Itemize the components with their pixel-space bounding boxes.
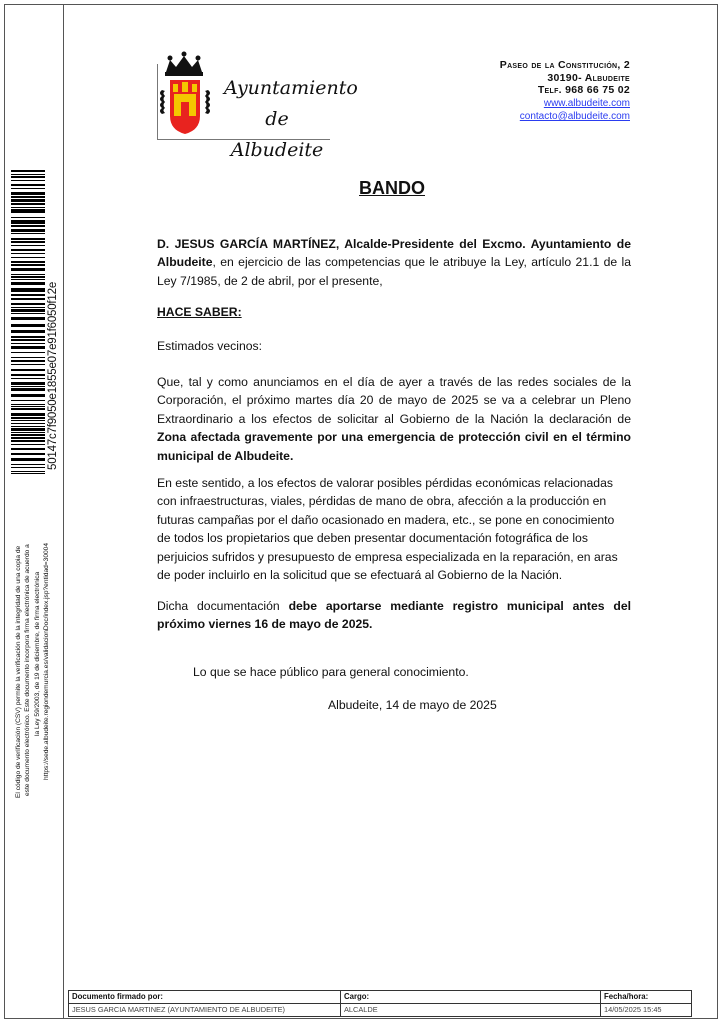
document-title: BANDO [359, 178, 425, 198]
barcode-bar [11, 408, 45, 410]
barcode-bar [11, 458, 45, 461]
role-value: ALCALDE [341, 1004, 601, 1017]
barcode-bar [11, 343, 45, 344]
intro-bold: D. JESUS GARCÍA MARTÍNEZ, Alcalde-Presidente del Excmo. Ayuntamiento de Albudeite [157, 237, 631, 270]
documentation-paragraph: En este sentido, a los efectos de valorar posibles pérdidas económicas relacionadas con infraestructuras, viales, pérdidas de mano de obra, afección a la producción en futuras campañas por el daño ocasionado en madera, etc., se pone en conocimiento de todos los propietarios que deben presentar documentación fotográfica de los perjuicios sufridos y presupuesto de empresa especializada en la reparación, en aras de poder incluirlo en la solicitud que se efectuará al Gobierno de la Nación. [157, 476, 618, 583]
barcode [11, 170, 45, 475]
barcode-bar [11, 309, 45, 312]
address-block [500, 59, 630, 124]
verification-text [14, 518, 52, 798]
deadline-bold: debe aportarse mediante registro municipal antes del próximo viernes 16 de mayo de 2025. [157, 599, 631, 632]
place-date: Albudeite, 14 de mayo de 2025 [328, 698, 497, 712]
barcode-bar [11, 199, 45, 202]
barcode-bar [11, 473, 45, 474]
barcode-bar [11, 330, 45, 333]
barcode-bar [11, 423, 45, 424]
barcode-bar [11, 317, 45, 320]
logo-line: de Albudeite [230, 108, 324, 161]
barcode-bar [11, 378, 45, 379]
barcode-bar [11, 264, 45, 266]
barcode-bar [11, 245, 45, 246]
barcode-bar [11, 253, 45, 254]
barcode-bar [11, 448, 45, 450]
barcode-bar [11, 417, 45, 419]
barcode-bar [11, 357, 45, 358]
barcode-bar [11, 400, 45, 401]
barcode-bar [11, 440, 45, 442]
logo-wordmark [224, 73, 358, 166]
barcode-bar [11, 382, 45, 385]
verification-line: https://sede.albudeite.regiondemurcia.es/validacionDoc/index.jsp?entidad=30004 [43, 543, 51, 780]
barcode-bar [11, 360, 45, 362]
barcode-bar [11, 233, 45, 234]
barcode-bar [11, 229, 45, 232]
role-label: Cargo: [341, 991, 601, 1004]
barcode-bar [11, 444, 45, 445]
barcode-bar [11, 464, 45, 465]
barcode-bar [11, 453, 45, 455]
barcode-bar [11, 209, 45, 213]
barcode-bar [11, 170, 45, 172]
signed-by-label: Documento firmado por: [69, 991, 341, 1004]
barcode-bar [11, 203, 45, 205]
barcode-bar [11, 428, 45, 431]
barcode-bar [11, 303, 45, 305]
barcode-bar [11, 413, 45, 416]
datetime-value: 14/05/2025 15:45 [601, 1004, 692, 1017]
barcode-bar [11, 274, 45, 275]
deadline-text: Dicha documentación [157, 599, 289, 613]
barcode-bar [11, 352, 45, 353]
barcode-bar [11, 336, 45, 338]
barcode-bar [11, 249, 45, 251]
barcode-bar [11, 225, 45, 227]
barcode-bar [11, 346, 45, 349]
barcode-bar [11, 241, 45, 243]
announcement-text: Que, tal y como anunciamos en el día de ayer a través de las redes sociales de la Corporación, el próximo martes día 20 de mayo de 2025 se va a celebrar un Pleno Extraordinario a los efectos de solicitar al Gobierno de la Nación la declaración de [157, 375, 631, 426]
signature-table [68, 990, 692, 1017]
barcode-bar [11, 279, 45, 280]
barcode-bar [11, 307, 45, 308]
barcode-bar [11, 268, 45, 271]
deadline-paragraph [157, 597, 631, 634]
barcode-bar [11, 238, 45, 240]
barcode-bar [11, 467, 45, 468]
barcode-bar [11, 432, 45, 433]
barcode-bar [11, 339, 45, 341]
barcode-bar [11, 420, 45, 421]
barcode-bar [11, 471, 45, 472]
barcode-bar [11, 220, 45, 224]
website-link[interactable]: www.albudeite.com [543, 97, 630, 109]
barcode-bar [11, 388, 45, 391]
signed-by-value: JESUS GARCIA MARTINEZ (AYUNTAMIENTO DE ALBUDEITE) [69, 1004, 341, 1017]
verification-sidebar [4, 4, 64, 1019]
address-street: Paseo de la Constitución, 2 [499, 59, 630, 71]
intro-paragraph [157, 235, 631, 290]
barcode-bar [11, 364, 45, 365]
barcode-bar [11, 276, 45, 278]
barcode-bar [11, 324, 45, 327]
announcement-paragraph [157, 373, 631, 465]
barcode-bar [11, 174, 45, 175]
intro-rest: , en ejercicio de las competencias que le atribuye la Ley, artículo 21.1 de la Ley 7/1985, de 2 de abril, por el presente, [157, 255, 631, 288]
barcode-bar [11, 298, 45, 300]
barcode-bar [11, 437, 45, 439]
address-phone: Telf. 968 66 75 02 [537, 84, 630, 96]
csv-code: 50147c7f9050e1855e07e91f6050f12e [47, 281, 59, 470]
barcode-bar [11, 313, 45, 314]
verification-line: la Ley 59/2003, de 19 de diciembre, de firma electrónica [33, 571, 41, 736]
barcode-bar [11, 261, 45, 263]
barcode-bar [11, 288, 45, 292]
verification-line: El código de verificación (CSV) permite la verificación de la integridad de una copia de [15, 545, 22, 798]
barcode-bar [11, 217, 45, 218]
barcode-bar [11, 406, 45, 407]
closing-line: Lo que se hace público para general conocimiento. [193, 665, 469, 679]
logo-line: Ayuntamiento [224, 77, 358, 99]
barcode-bar [11, 207, 45, 208]
barcode-bar [11, 369, 45, 371]
barcode-bar [11, 294, 45, 296]
barcode-bar [11, 434, 45, 436]
barcode-bar [11, 257, 45, 258]
address-city: 30190- Albudeite [547, 71, 630, 84]
barcode-bar [11, 404, 45, 405]
email-link[interactable]: contacto@albudeite.com [519, 111, 630, 122]
barcode-bar [11, 386, 45, 387]
verification-line: este documento electrónico. Este documento incorpora firma electrónica de acuerdo a [24, 544, 32, 796]
barcode-bar [11, 426, 45, 427]
barcode-bar [11, 394, 45, 397]
barcode-bar [11, 282, 45, 285]
greeting: Estimados vecinos: [157, 339, 262, 353]
hace-saber-heading: HACE SABER: [157, 305, 242, 319]
barcode-bar [11, 374, 45, 376]
announcement-bold: Zona afectada gravemente por una emergencia de protección civil en el término municipal de Albudeite. [157, 430, 631, 463]
datetime-label: Fecha/hora: [601, 991, 692, 1004]
